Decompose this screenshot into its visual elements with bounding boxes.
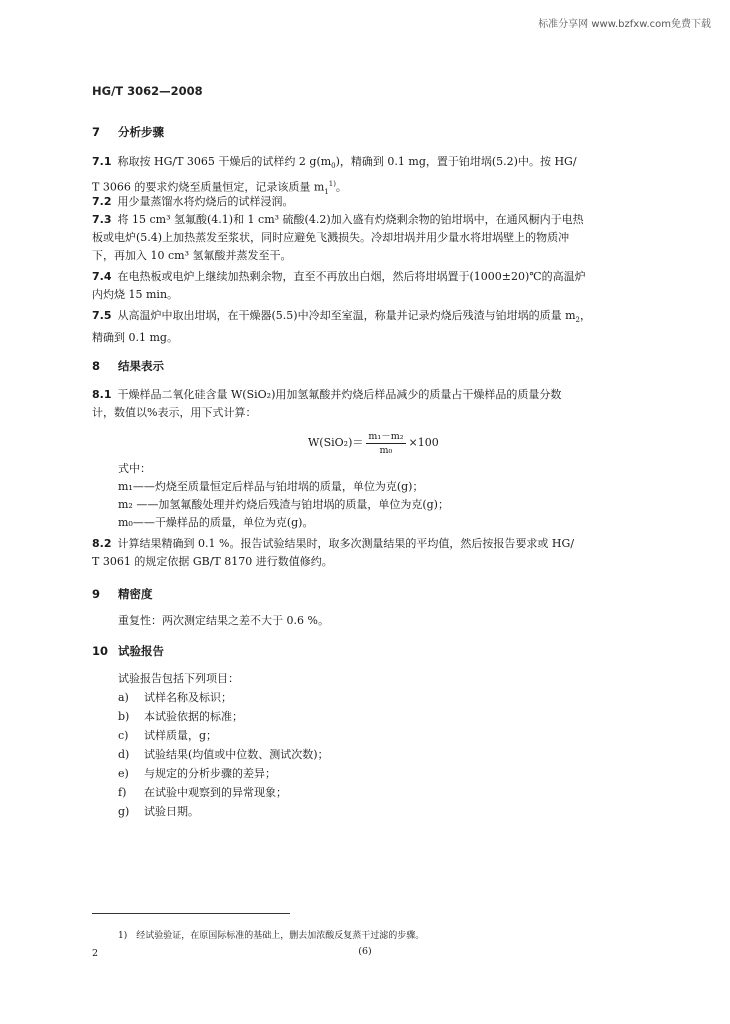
section-7-heading <box>92 124 164 140</box>
variable-m0: m₀——干燥样品的质量，单位为克(g)。 <box>118 516 314 529</box>
list-label: e) <box>118 767 129 780</box>
list-item <box>118 765 276 783</box>
clause-text: T 3061 的规定依据 GB/T 8170 进行数值修约。 <box>92 555 333 568</box>
clause-text: 用少量蒸馏水将灼烧后的试样浸润。 <box>117 195 294 208</box>
report-intro: 试验报告包括下列项目： <box>118 672 239 685</box>
section-number: 7 <box>92 125 101 139</box>
clause-number: 7.5 <box>92 309 112 322</box>
clause-number: 7.4 <box>92 270 112 283</box>
clause-text: 干燥样品二氧化硅含量 W(SiO₂)用加氢氟酸并灼烧后样品减少的质量占干燥样品的质量分数 <box>117 388 562 401</box>
list-item <box>118 727 217 745</box>
list-label: f) <box>118 786 127 799</box>
clause-text: 称取按 HG/T 3065 干燥后的试样约 2 g(m <box>117 155 332 168</box>
variable-m2: m₂ ——加氢氟酸处理并灼烧后残渣与铂坩埚的质量，单位为克(g)； <box>118 498 449 511</box>
formula-fraction <box>366 428 405 456</box>
clause-7-3 <box>92 211 640 265</box>
clause-text: 计算结果精确到 0.1 %。报告试验结果时，取多次测量结果的平均值，然后按报告要求或 HG/ <box>117 537 575 550</box>
clause-text: 在电热板或电炉上继续加热剩余物，直至不再放出白烟，然后将坩埚置于(1000±20)℃的高温炉 <box>117 270 586 283</box>
list-item <box>118 784 287 802</box>
list-item <box>118 689 232 707</box>
clause-text: 下，再加入 10 cm³ 氢氟酸并蒸发至干。 <box>92 249 292 262</box>
list-label: g) <box>118 805 130 818</box>
list-item <box>118 803 199 821</box>
footnote-ref: 1) <box>328 180 336 189</box>
section-number: 8 <box>92 359 101 373</box>
clause-text: T 3066 的要求灼烧至质量恒定，记录该质量 m <box>92 180 325 194</box>
list-item <box>118 708 243 726</box>
page-number: 2 <box>92 948 99 959</box>
formula-numerator: m₁－m₂ <box>366 428 405 444</box>
section-title: 分析步骤 <box>118 125 164 139</box>
clause-7-4 <box>92 268 640 304</box>
list-label: c) <box>118 729 129 742</box>
clause-7-2 <box>92 193 640 211</box>
clause-number: 7.2 <box>92 195 112 208</box>
clause-7-5 <box>92 307 640 347</box>
clause-text: 板或电炉(5.4)上加热蒸发至浆状，同时应避免飞溅损失。冷却坩埚并用少量水将坩埚壁上的物质冲 <box>92 231 570 244</box>
page-mark: (6) <box>358 946 372 957</box>
list-text: 试验结果(均值或中位数、测试次数)； <box>144 748 329 761</box>
section-8-heading <box>92 358 164 374</box>
variable-m1: m₁——灼烧至质量恒定后样品与铂坩埚的质量，单位为克(g)； <box>118 480 424 493</box>
clause-text: 。 <box>335 180 347 194</box>
clause-number: 8.1 <box>92 388 112 401</box>
formula-denominator: m₀ <box>379 445 393 456</box>
subscript: 0 <box>331 162 336 171</box>
list-text: 在试验中观察到的异常现象； <box>144 786 287 799</box>
clause-8-2 <box>92 535 640 571</box>
list-label: a) <box>118 691 129 704</box>
clause-text: 精确到 0.1 mg。 <box>92 331 178 345</box>
section-title: 结果表示 <box>118 359 164 373</box>
section-9-heading <box>92 586 153 602</box>
clause-text: ， <box>579 309 591 322</box>
where-label: 式中： <box>118 462 151 475</box>
clause-number: 7.3 <box>92 213 112 226</box>
section-number: 10 <box>92 644 109 658</box>
list-text: 与规定的分析步骤的差异； <box>144 767 276 780</box>
section-10-heading <box>92 643 164 659</box>
list-text: 试样质量，g； <box>144 729 218 742</box>
formula <box>308 424 439 460</box>
clause-text: 将 15 cm³ 氢氟酸(4.1)和 1 cm³ 硫酸(4.2)加入盛有灼烧剩余物的铂坩埚中，在通风橱内于电热 <box>117 213 584 226</box>
section-number: 9 <box>92 587 101 601</box>
subscript: 2 <box>575 316 580 325</box>
watermark: 标准分享网 www.bzfxw.com免费下载 <box>538 19 711 30</box>
clause-8-1 <box>92 386 640 422</box>
list-label: b) <box>118 710 130 723</box>
list-text: 试样名称及标识； <box>144 691 232 704</box>
list-label: d) <box>118 748 130 761</box>
footnote-divider <box>92 913 290 914</box>
precision-text: 重复性：两次测定结果之差不大于 0.6 %。 <box>118 614 329 627</box>
list-item <box>118 746 329 764</box>
clause-text: 内灼烧 15 min。 <box>92 288 179 301</box>
section-title: 精密度 <box>118 587 153 601</box>
section-title: 试验报告 <box>118 644 164 658</box>
clause-text: )，精确到 0.1 mg，置于铂坩埚(5.2)中。按 HG/ <box>335 155 577 168</box>
footnote: 1) 经试验验证，在原国际标准的基础上，删去加浓酸反复蒸干过滤的步骤。 <box>118 931 425 941</box>
list-text: 本试验依据的标准； <box>144 710 243 723</box>
list-text: 试验日期。 <box>144 805 199 818</box>
formula-rhs: ×100 <box>408 435 439 449</box>
formula-lhs: W(SiO₂)＝ <box>308 436 364 449</box>
clause-number: 7.1 <box>92 155 112 168</box>
clause-number: 8.2 <box>92 537 112 550</box>
standard-code: HG/T 3062—2008 <box>92 84 203 98</box>
clause-text: 计，数值以%表示，用下式计算： <box>92 406 257 419</box>
subscript: 1 <box>324 188 329 197</box>
clause-text: 从高温炉中取出坩埚，在干燥器(5.5)中冷却至室温，称量并记录灼烧后残渣与铂坩埚的质量 m <box>117 309 576 322</box>
